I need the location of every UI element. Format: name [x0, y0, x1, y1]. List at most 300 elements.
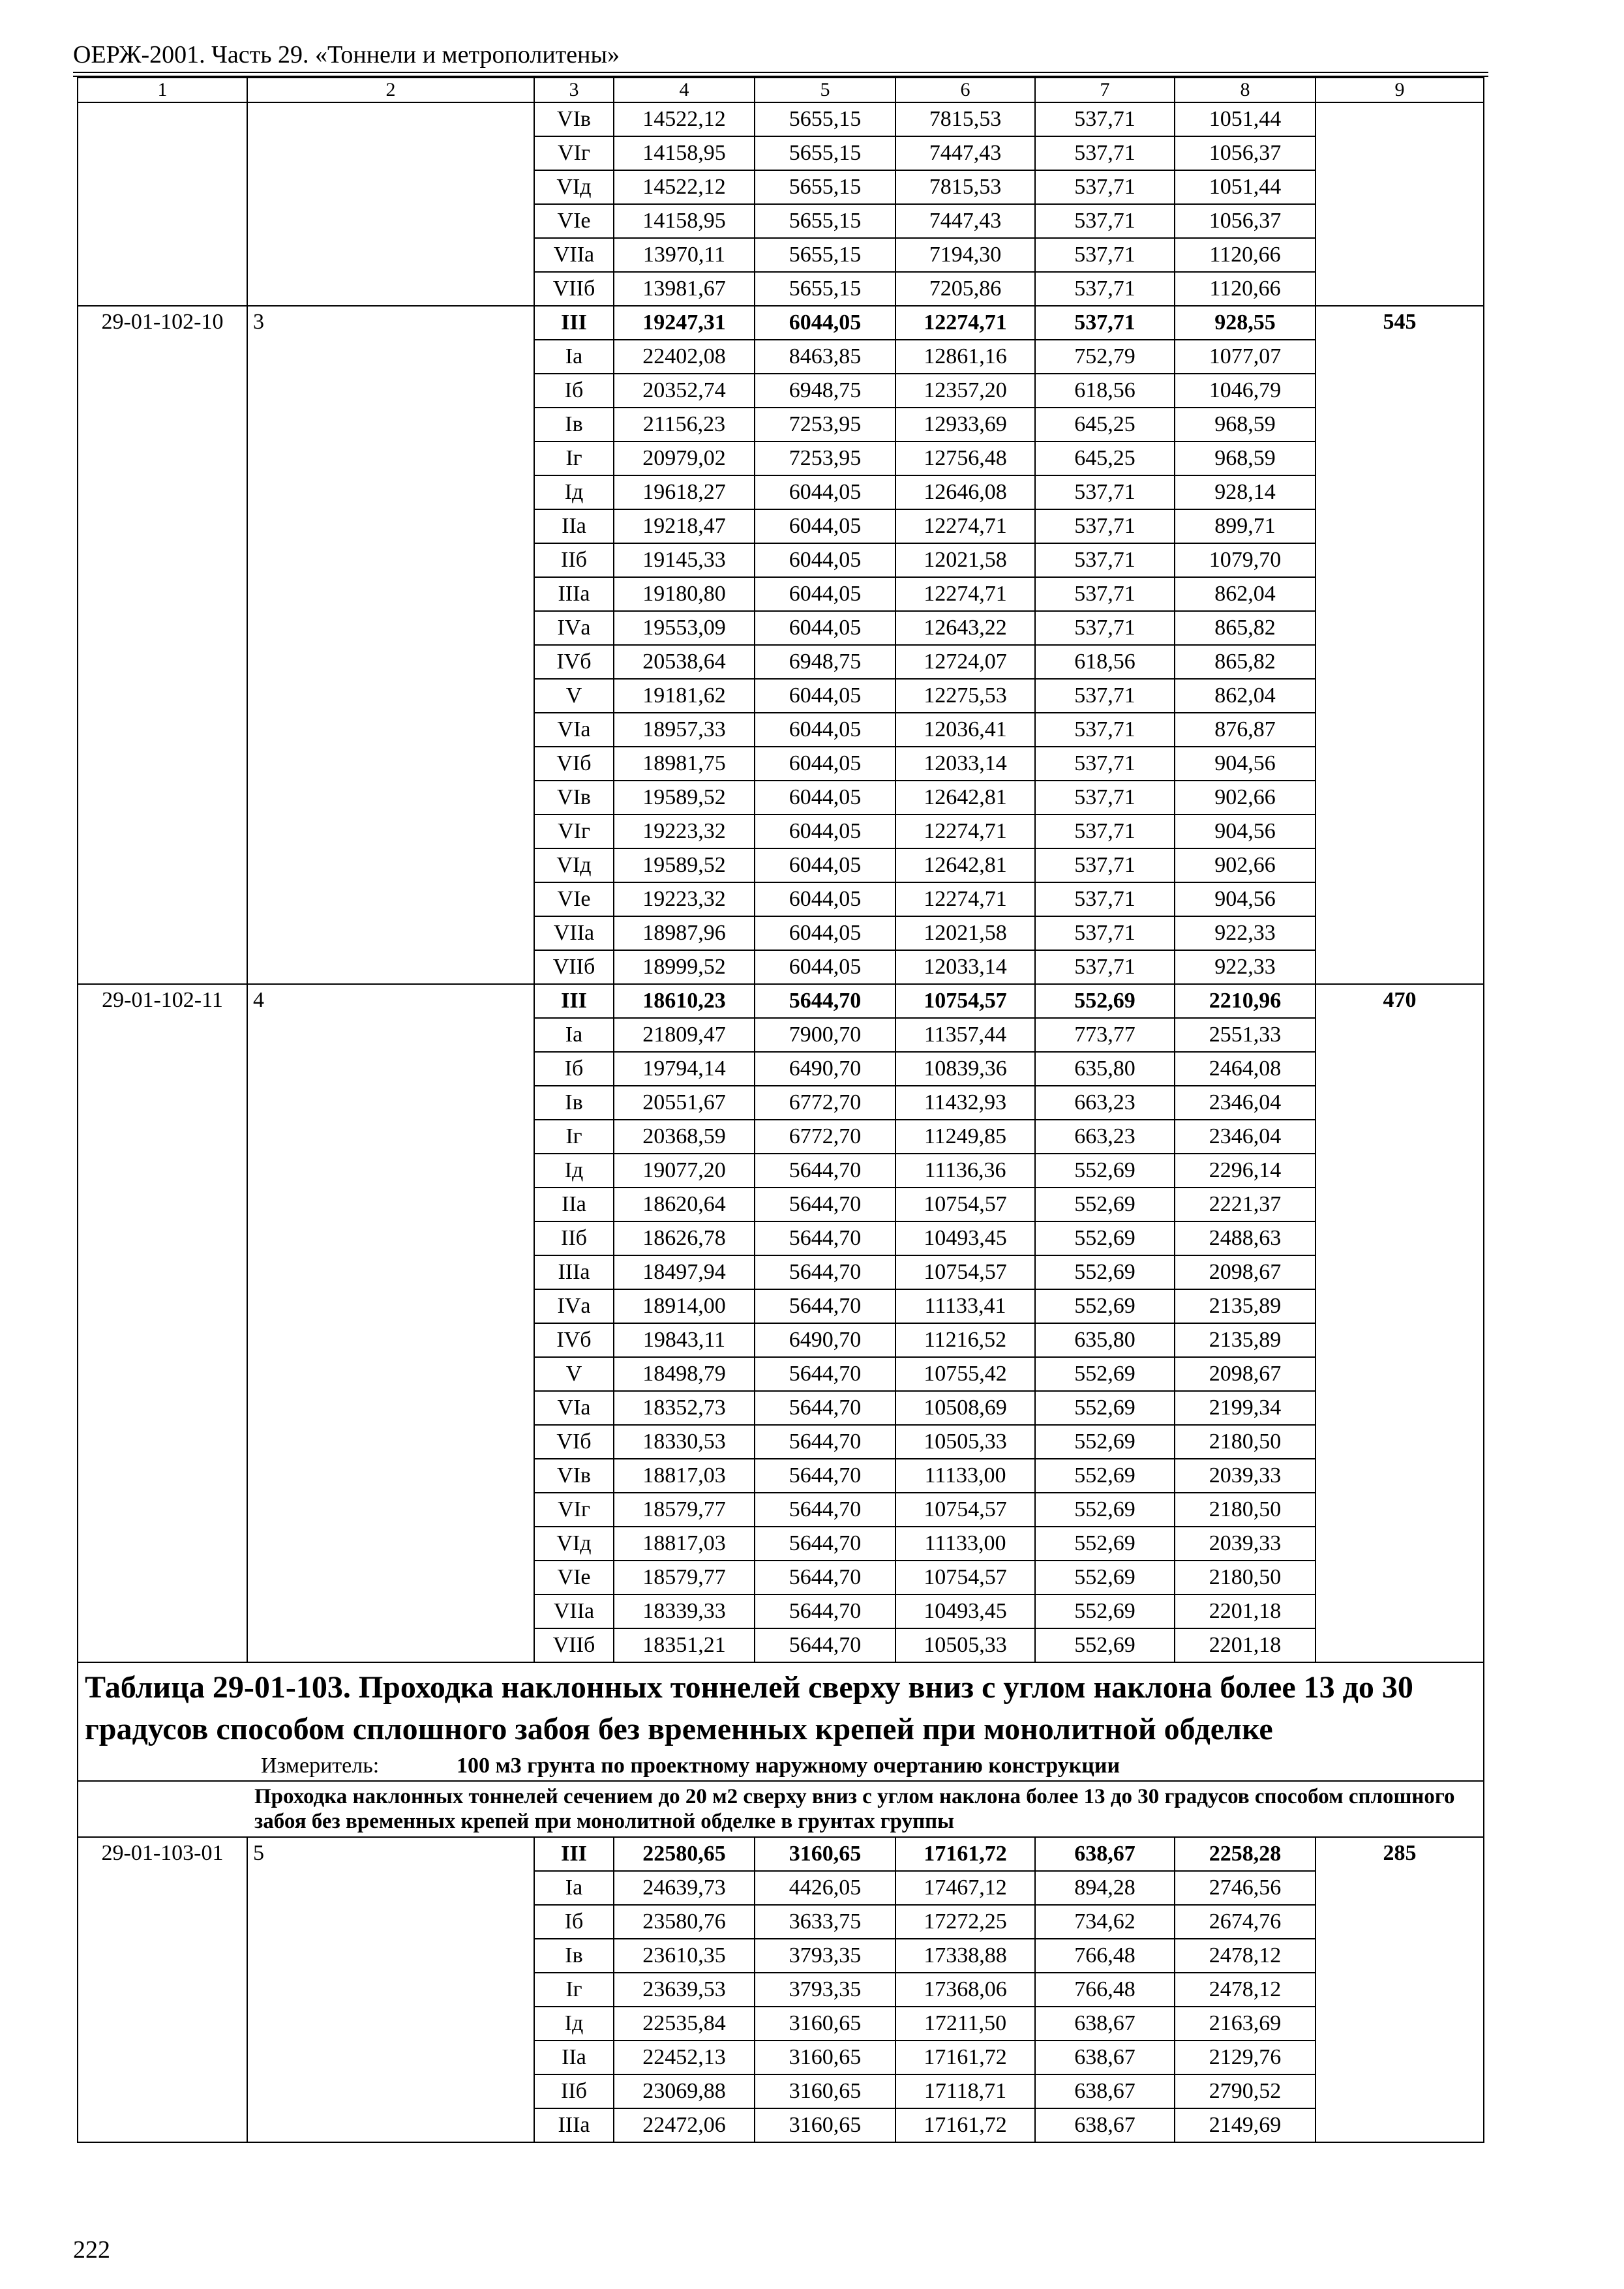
column-9-cell	[1316, 102, 1484, 306]
value-cell: 19843,11	[614, 1323, 755, 1357]
value-cell: 21156,23	[614, 408, 755, 441]
value-cell: 2346,04	[1175, 1086, 1316, 1120]
value-cell: 5644,70	[755, 984, 895, 1018]
value-cell: 537,71	[1035, 577, 1175, 611]
value-cell: 1056,37	[1175, 204, 1316, 238]
value-cell: 904,56	[1175, 882, 1316, 916]
table-103-title-row	[78, 1662, 1484, 1781]
soil-group-cell: Iг	[534, 1973, 614, 2007]
value-cell: 10493,45	[895, 1594, 1035, 1628]
soil-group-cell: V	[534, 679, 614, 713]
value-cell: 18626,78	[614, 1221, 755, 1255]
value-cell: 2180,50	[1175, 1425, 1316, 1459]
value-cell: 552,69	[1035, 1594, 1175, 1628]
soil-group-cell: IIIа	[534, 577, 614, 611]
value-cell: 2199,34	[1175, 1391, 1316, 1425]
soil-group-cell: IVа	[534, 611, 614, 645]
value-cell: 20551,67	[614, 1086, 755, 1120]
value-cell: 14158,95	[614, 204, 755, 238]
soil-group-cell: VIIб	[534, 1628, 614, 1662]
value-cell: 6772,70	[755, 1086, 895, 1120]
value-cell: 19553,09	[614, 611, 755, 645]
soil-group-cell: VIг	[534, 815, 614, 848]
value-cell: 899,71	[1175, 509, 1316, 543]
value-cell: 635,80	[1035, 1052, 1175, 1086]
value-cell: 11136,36	[895, 1154, 1035, 1188]
value-cell: 635,80	[1035, 1323, 1175, 1357]
value-cell: 638,67	[1035, 2041, 1175, 2074]
soil-group-cell: IVб	[534, 1323, 614, 1357]
value-cell: 10754,57	[895, 984, 1035, 1018]
soil-group-cell: Iг	[534, 441, 614, 475]
value-cell: 19218,47	[614, 509, 755, 543]
value-cell: 22452,13	[614, 2041, 755, 2074]
column-number-cell: 5	[755, 78, 895, 102]
value-cell: 22580,65	[614, 1837, 755, 1871]
value-cell: 1046,79	[1175, 374, 1316, 408]
value-cell: 19077,20	[614, 1154, 755, 1188]
value-cell: 18817,03	[614, 1459, 755, 1493]
value-cell: 5655,15	[755, 204, 895, 238]
value-cell: 537,71	[1035, 882, 1175, 916]
value-cell: 5655,15	[755, 238, 895, 272]
value-cell: 5644,70	[755, 1459, 895, 1493]
column-number-cell: 6	[895, 78, 1035, 102]
column-number-cell: 9	[1316, 78, 1484, 102]
value-cell: 6772,70	[755, 1120, 895, 1154]
value-cell: 14522,12	[614, 170, 755, 204]
value-cell: 552,69	[1035, 1154, 1175, 1188]
value-cell: 5644,70	[755, 1289, 895, 1323]
value-cell: 2180,50	[1175, 1493, 1316, 1527]
value-cell: 17211,50	[895, 2007, 1035, 2041]
value-cell: 3160,65	[755, 2007, 895, 2041]
column-9-cell: 470	[1316, 984, 1484, 1662]
value-cell: 11432,93	[895, 1086, 1035, 1120]
value-cell: 2039,33	[1175, 1527, 1316, 1561]
value-cell: 1120,66	[1175, 272, 1316, 306]
value-cell: 638,67	[1035, 1837, 1175, 1871]
value-cell: 645,25	[1035, 408, 1175, 441]
value-cell: 6044,05	[755, 781, 895, 815]
value-cell: 902,66	[1175, 781, 1316, 815]
rate-name-cell	[247, 102, 534, 306]
measure-row	[85, 1753, 1477, 1779]
value-cell: 20352,74	[614, 374, 755, 408]
value-cell: 18620,64	[614, 1188, 755, 1221]
value-cell: 10754,57	[895, 1493, 1035, 1527]
value-cell: 865,82	[1175, 611, 1316, 645]
value-cell: 19589,52	[614, 848, 755, 882]
value-cell: 7205,86	[895, 272, 1035, 306]
value-cell: 20368,59	[614, 1120, 755, 1154]
value-cell: 8463,85	[755, 340, 895, 374]
soil-group-cell: Iв	[534, 1086, 614, 1120]
soil-group-cell: III	[534, 984, 614, 1018]
value-cell: 2221,37	[1175, 1188, 1316, 1221]
value-cell: 6044,05	[755, 306, 895, 340]
table-103-subtitle-row	[78, 1781, 1484, 1837]
value-cell: 1056,37	[1175, 136, 1316, 170]
value-cell: 922,33	[1175, 916, 1316, 950]
value-cell: 19247,31	[614, 306, 755, 340]
value-cell: 618,56	[1035, 645, 1175, 679]
column-number-cell: 1	[78, 78, 247, 102]
value-cell: 11216,52	[895, 1323, 1035, 1357]
value-cell: 17368,06	[895, 1973, 1035, 2007]
value-cell: 537,71	[1035, 238, 1175, 272]
value-cell: 12274,71	[895, 815, 1035, 848]
value-cell: 537,71	[1035, 509, 1175, 543]
value-cell: 12274,71	[895, 306, 1035, 340]
value-cell: 3160,65	[755, 2074, 895, 2108]
value-cell: 5644,70	[755, 1188, 895, 1221]
value-cell: 968,59	[1175, 441, 1316, 475]
soil-group-cell: VIIа	[534, 916, 614, 950]
soil-group-cell: VIIб	[534, 950, 614, 984]
value-cell: 904,56	[1175, 747, 1316, 781]
value-cell: 13970,11	[614, 238, 755, 272]
soil-group-cell: Iб	[534, 374, 614, 408]
value-cell: 7815,53	[895, 102, 1035, 136]
value-cell: 876,87	[1175, 713, 1316, 747]
value-cell: 17161,72	[895, 2108, 1035, 2142]
value-cell: 18497,94	[614, 1255, 755, 1289]
value-cell: 537,71	[1035, 204, 1175, 238]
value-cell: 904,56	[1175, 815, 1316, 848]
value-cell: 537,71	[1035, 815, 1175, 848]
value-cell: 552,69	[1035, 984, 1175, 1018]
value-cell: 6044,05	[755, 848, 895, 882]
value-cell: 18914,00	[614, 1289, 755, 1323]
value-cell: 12036,41	[895, 713, 1035, 747]
soil-group-cell: III	[534, 1837, 614, 1871]
value-cell: 552,69	[1035, 1188, 1175, 1221]
value-cell: 902,66	[1175, 848, 1316, 882]
soil-group-cell: VIе	[534, 882, 614, 916]
value-cell: 6948,75	[755, 645, 895, 679]
value-cell: 537,71	[1035, 170, 1175, 204]
column-number-row	[78, 78, 1484, 102]
value-cell: 19181,62	[614, 679, 755, 713]
soil-group-cell: Iа	[534, 340, 614, 374]
value-cell: 2464,08	[1175, 1052, 1316, 1086]
soil-group-cell: VIд	[534, 848, 614, 882]
value-cell: 2039,33	[1175, 1459, 1316, 1493]
soil-group-cell: VIа	[534, 713, 614, 747]
value-cell: 552,69	[1035, 1391, 1175, 1425]
value-cell: 552,69	[1035, 1527, 1175, 1561]
value-cell: 552,69	[1035, 1255, 1175, 1289]
soil-group-cell: VIе	[534, 1561, 614, 1594]
soil-group-cell: IVб	[534, 645, 614, 679]
value-cell: 18339,33	[614, 1594, 755, 1628]
soil-group-cell: Iа	[534, 1871, 614, 1905]
value-cell: 23639,53	[614, 1973, 755, 2007]
value-cell: 552,69	[1035, 1561, 1175, 1594]
value-cell: 5655,15	[755, 102, 895, 136]
value-cell: 1051,44	[1175, 170, 1316, 204]
value-cell: 19618,27	[614, 475, 755, 509]
value-cell: 3793,35	[755, 1939, 895, 1973]
value-cell: 18610,23	[614, 984, 755, 1018]
value-cell: 12274,71	[895, 882, 1035, 916]
value-cell: 2551,33	[1175, 1018, 1316, 1052]
value-cell: 7194,30	[895, 238, 1035, 272]
soil-group-cell: IVа	[534, 1289, 614, 1323]
value-cell: 638,67	[1035, 2108, 1175, 2142]
column-9-cell: 545	[1316, 306, 1484, 984]
value-cell: 23580,76	[614, 1905, 755, 1939]
value-cell: 2135,89	[1175, 1323, 1316, 1357]
soil-group-cell: Iд	[534, 2007, 614, 2041]
value-cell: 7900,70	[755, 1018, 895, 1052]
rate-code-cell: 29-01-102-10	[78, 306, 247, 984]
value-cell: 6044,05	[755, 611, 895, 645]
value-cell: 10508,69	[895, 1391, 1035, 1425]
value-cell: 1079,70	[1175, 543, 1316, 577]
table-103-title-cell	[78, 1662, 1484, 1781]
value-cell: 21809,47	[614, 1018, 755, 1052]
measure-value: 100 м3 грунта по проектному наружному очертанию конструкции	[457, 1754, 1120, 1778]
value-cell: 4426,05	[755, 1871, 895, 1905]
soil-group-cell: VIв	[534, 1459, 614, 1493]
value-cell: 752,79	[1035, 340, 1175, 374]
value-cell: 12642,81	[895, 848, 1035, 882]
column-number-cell: 4	[614, 78, 755, 102]
table-row	[78, 984, 1484, 1018]
value-cell: 618,56	[1035, 374, 1175, 408]
value-cell: 10754,57	[895, 1561, 1035, 1594]
value-cell: 18579,77	[614, 1561, 755, 1594]
soil-group-cell: IIб	[534, 2074, 614, 2108]
value-cell: 12033,14	[895, 950, 1035, 984]
value-cell: 17161,72	[895, 2041, 1035, 2074]
value-cell: 12021,58	[895, 916, 1035, 950]
soil-group-cell: VIв	[534, 102, 614, 136]
value-cell: 7447,43	[895, 136, 1035, 170]
value-cell: 928,55	[1175, 306, 1316, 340]
value-cell: 2674,76	[1175, 1905, 1316, 1939]
value-cell: 552,69	[1035, 1289, 1175, 1323]
soil-group-cell: IIа	[534, 2041, 614, 2074]
value-cell: 6044,05	[755, 475, 895, 509]
soil-group-cell: VIIа	[534, 238, 614, 272]
value-cell: 894,28	[1035, 1871, 1175, 1905]
value-cell: 6044,05	[755, 950, 895, 984]
soil-group-cell: IIа	[534, 1188, 614, 1221]
soil-group-cell: V	[534, 1357, 614, 1391]
value-cell: 18352,73	[614, 1391, 755, 1425]
value-cell: 12643,22	[895, 611, 1035, 645]
header-rule	[73, 72, 1488, 73]
rate-code-cell	[78, 102, 247, 306]
value-cell: 862,04	[1175, 679, 1316, 713]
value-cell: 6948,75	[755, 374, 895, 408]
value-cell: 3793,35	[755, 1973, 895, 2007]
soil-group-cell: VIе	[534, 204, 614, 238]
rate-name-cell: 4	[247, 984, 534, 1662]
rates-table	[77, 77, 1484, 2143]
value-cell: 6044,05	[755, 713, 895, 747]
value-cell: 928,14	[1175, 475, 1316, 509]
value-cell: 922,33	[1175, 950, 1316, 984]
value-cell: 5644,70	[755, 1425, 895, 1459]
soil-group-cell: IIб	[534, 1221, 614, 1255]
running-head: ОЕРЖ-2001. Часть 29. «Тоннели и метрополитены»	[73, 41, 620, 68]
soil-group-cell: Iб	[534, 1052, 614, 1086]
value-cell: 537,71	[1035, 747, 1175, 781]
soil-group-cell: Iд	[534, 475, 614, 509]
value-cell: 552,69	[1035, 1459, 1175, 1493]
soil-group-cell: VIб	[534, 747, 614, 781]
value-cell: 5655,15	[755, 136, 895, 170]
value-cell: 12861,16	[895, 340, 1035, 374]
value-cell: 17467,12	[895, 1871, 1035, 1905]
value-cell: 663,23	[1035, 1120, 1175, 1154]
value-cell: 6044,05	[755, 747, 895, 781]
value-cell: 3160,65	[755, 2108, 895, 2142]
soil-group-cell: Iг	[534, 1120, 614, 1154]
value-cell: 734,62	[1035, 1905, 1175, 1939]
value-cell: 6044,05	[755, 916, 895, 950]
value-cell: 10754,57	[895, 1188, 1035, 1221]
value-cell: 5644,70	[755, 1527, 895, 1561]
value-cell: 2098,67	[1175, 1255, 1316, 1289]
rate-code-cell: 29-01-102-11	[78, 984, 247, 1662]
value-cell: 645,25	[1035, 441, 1175, 475]
value-cell: 3160,65	[755, 1837, 895, 1871]
value-cell: 18330,53	[614, 1425, 755, 1459]
value-cell: 2488,63	[1175, 1221, 1316, 1255]
soil-group-cell: IIб	[534, 543, 614, 577]
value-cell: 663,23	[1035, 1086, 1175, 1120]
value-cell: 12021,58	[895, 543, 1035, 577]
column-number-cell: 7	[1035, 78, 1175, 102]
value-cell: 24639,73	[614, 1871, 755, 1905]
value-cell: 7253,95	[755, 408, 895, 441]
value-cell: 537,71	[1035, 713, 1175, 747]
value-cell: 537,71	[1035, 781, 1175, 815]
value-cell: 2180,50	[1175, 1561, 1316, 1594]
value-cell: 17272,25	[895, 1905, 1035, 1939]
value-cell: 12646,08	[895, 475, 1035, 509]
value-cell: 2129,76	[1175, 2041, 1316, 2074]
value-cell: 5644,70	[755, 1255, 895, 1289]
value-cell: 12274,71	[895, 509, 1035, 543]
value-cell: 766,48	[1035, 1973, 1175, 2007]
soil-group-cell: VIд	[534, 170, 614, 204]
value-cell: 18579,77	[614, 1493, 755, 1527]
value-cell: 7253,95	[755, 441, 895, 475]
value-cell: 5644,70	[755, 1391, 895, 1425]
value-cell: 11133,00	[895, 1459, 1035, 1493]
value-cell: 537,71	[1035, 272, 1175, 306]
value-cell: 12724,07	[895, 645, 1035, 679]
value-cell: 2790,52	[1175, 2074, 1316, 2108]
value-cell: 1120,66	[1175, 238, 1316, 272]
value-cell: 14158,95	[614, 136, 755, 170]
value-cell: 537,71	[1035, 306, 1175, 340]
value-cell: 19223,32	[614, 815, 755, 848]
value-cell: 6044,05	[755, 882, 895, 916]
value-cell: 5644,70	[755, 1221, 895, 1255]
table-body	[78, 78, 1484, 2142]
value-cell: 11133,41	[895, 1289, 1035, 1323]
value-cell: 537,71	[1035, 102, 1175, 136]
value-cell: 17161,72	[895, 1837, 1035, 1871]
value-cell: 537,71	[1035, 136, 1175, 170]
value-cell: 19589,52	[614, 781, 755, 815]
column-number-cell: 2	[247, 78, 534, 102]
value-cell: 2201,18	[1175, 1594, 1316, 1628]
value-cell: 10505,33	[895, 1425, 1035, 1459]
value-cell: 773,77	[1035, 1018, 1175, 1052]
value-cell: 18999,52	[614, 950, 755, 984]
table-row	[78, 306, 1484, 340]
value-cell: 5644,70	[755, 1628, 895, 1662]
soil-group-cell: Iа	[534, 1018, 614, 1052]
value-cell: 18987,96	[614, 916, 755, 950]
value-cell: 2296,14	[1175, 1154, 1316, 1188]
value-cell: 6044,05	[755, 679, 895, 713]
value-cell: 2163,69	[1175, 2007, 1316, 2041]
value-cell: 10839,36	[895, 1052, 1035, 1086]
value-cell: 10505,33	[895, 1628, 1035, 1662]
value-cell: 18957,33	[614, 713, 755, 747]
value-cell: 1051,44	[1175, 102, 1316, 136]
value-cell: 2135,89	[1175, 1289, 1316, 1323]
soil-group-cell: IIа	[534, 509, 614, 543]
value-cell: 638,67	[1035, 2007, 1175, 2041]
column-9-cell: 285	[1316, 1837, 1484, 2142]
value-cell: 5655,15	[755, 170, 895, 204]
value-cell: 19794,14	[614, 1052, 755, 1086]
value-cell: 18351,21	[614, 1628, 755, 1662]
table-row	[78, 1837, 1484, 1871]
soil-group-cell: VIг	[534, 1493, 614, 1527]
value-cell: 2478,12	[1175, 1973, 1316, 2007]
value-cell: 19180,80	[614, 577, 755, 611]
value-cell: 12033,14	[895, 747, 1035, 781]
value-cell: 5644,70	[755, 1594, 895, 1628]
value-cell: 12642,81	[895, 781, 1035, 815]
measure-label: Измеритель:	[261, 1754, 380, 1778]
value-cell: 2258,28	[1175, 1837, 1316, 1871]
value-cell: 18817,03	[614, 1527, 755, 1561]
value-cell: 6044,05	[755, 543, 895, 577]
value-cell: 2346,04	[1175, 1120, 1316, 1154]
soil-group-cell: VIIа	[534, 1594, 614, 1628]
soil-group-cell: VIг	[534, 136, 614, 170]
value-cell: 537,71	[1035, 848, 1175, 882]
value-cell: 552,69	[1035, 1493, 1175, 1527]
value-cell: 2210,96	[1175, 984, 1316, 1018]
soil-group-cell: IIIа	[534, 1255, 614, 1289]
value-cell: 17338,88	[895, 1939, 1035, 1973]
value-cell: 3160,65	[755, 2041, 895, 2074]
value-cell: 968,59	[1175, 408, 1316, 441]
page-number: 222	[73, 2236, 110, 2264]
soil-group-cell: VIв	[534, 781, 614, 815]
value-cell: 23069,88	[614, 2074, 755, 2108]
value-cell: 6044,05	[755, 509, 895, 543]
value-cell: 22402,08	[614, 340, 755, 374]
soil-group-cell: VIд	[534, 1527, 614, 1561]
value-cell: 5655,15	[755, 272, 895, 306]
value-cell: 1077,07	[1175, 340, 1316, 374]
value-cell: 766,48	[1035, 1939, 1175, 1973]
